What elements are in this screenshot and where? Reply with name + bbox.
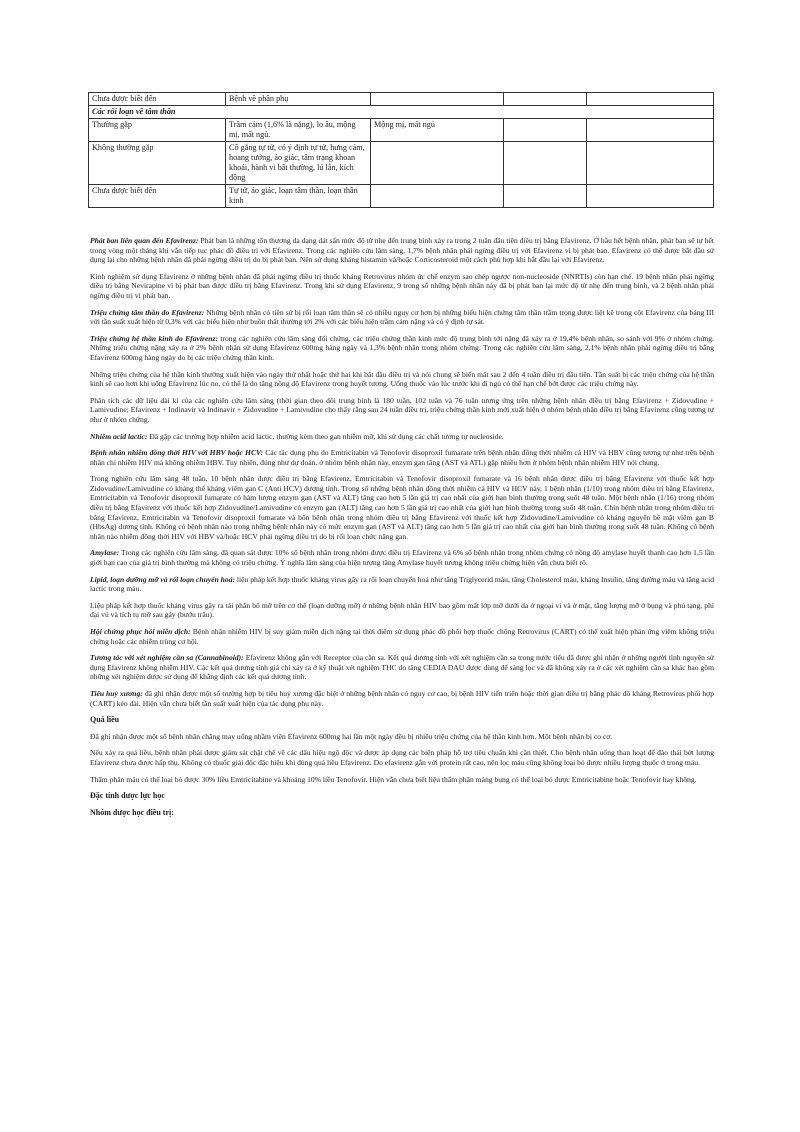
paragraph: Thẩm phân máu có thể loại bỏ được 30% liều Emtricitabine và khoảng 10% liều Tenofovir. Hiện vẫn chưa biết liệu thẩm phân màng bụng có thể loại bỏ được Emtricitabine hoặc Tenofovir hay không. [90, 774, 697, 784]
paragraph [90, 627, 714, 646]
table-cell: Thường gặp [89, 119, 226, 142]
table-cell: Chưa được biết đến [89, 93, 226, 106]
subheading-therapeutic-group: Nhóm dược học điều trị: [90, 807, 174, 817]
table-row [89, 93, 714, 106]
paragraph: Đã ghi nhận được một số bệnh nhân chẳng may uống nhầm viên Efavirenz 600mg hai lần một ngày đều bị nhiều triệu chứng của hệ thần kinh hơn. Một bệnh nhân bị co cơ. [90, 731, 613, 741]
table-section-row [89, 106, 714, 119]
table-cell [371, 142, 504, 185]
paragraph-text: Kinh nghiệm sử dụng Efavirenz ở những bệnh nhân đã phải ngừng điều trị thuốc kháng Retrovirus nhóm ức chế enzym sao chép ngược non-nucleoside (NNRTIs) còn hạn chế. 19 bệnh nhân phải ngừng điều trị bằng Nevirapine vì bị phát ban được điều trị bằng Efavirenz. Trong khi sử dụng Efavirenz, 9 trong số những bệnh nhân này đã bị phát ban lại mức độ từ nhẹ đến trung bình, và 2 bệnh nhân phải ngừng điều trị vì phát ban. [90, 271, 714, 300]
paragraph-text: liệu pháp kết hợp thuốc kháng virus gây ra rối loạn chuyển hoá như tăng Triglycerid máu, tăng Cholesterol máu, kháng Insulin, tăng đường máu và tăng acid lactic trong máu. [90, 574, 714, 594]
table-cell [504, 119, 587, 142]
paragraph [90, 334, 714, 363]
paragraph-lead: Nhiễm acid lactic: [90, 431, 148, 441]
paragraph [90, 370, 714, 389]
body-text [90, 236, 714, 824]
paragraph-lead: Triệu chứng hệ thần kinh do Efavirenz: [90, 333, 219, 343]
paragraph-text: Các tác dụng phụ do Emtricitabin và Tenofovir disoproxil fumarate trên bệnh nhân đồng thời nhiễm cả HIV và HBV cũng tương tự như trên bệnh nhân chỉ nhiễm HIV mà không nhiễm HBV. Tuy nhiên, đúng như dự đoán, ở nhóm bệnh nhân này, enzym gan tăng (AST và ATL) gặp nhiều hơn ở nhóm bệnh nhân nhiễm HIV nói chung. [90, 448, 714, 467]
table-cell [587, 119, 714, 142]
table-cell: Cố gắng tự tử, có ý định tự tử, hưng cảm, hoang tưởng, ảo giác, tâm trạng khoan khoái, hành vi bất thường, lú lẫn, kích động [226, 142, 371, 185]
table-cell: Mộng mị, mất ngủ [371, 119, 504, 142]
paragraph [90, 308, 714, 327]
paragraph-text: Trong nghiên cứu lâm sàng 48 tuần, 10 bệnh nhân được điều trị bằng Efavirenz, Emtricitabin và Tenofovir disoproxil fumarate và 16 bệnh nhân được điều trị bằng Efavirenz với thuốc kết hợp Zidovudine/Lamivudine có kháng thể kháng viêm gan C (Anti HCV) dương tính. Trong số những bệnh nhân đồng thời nhiễm cả HIV và HCV này, 1 bệnh nhân (1/10) trong nhóm điều trị bằng Efavirenz, Emtricitabin và Tenofovir disoproxil fumarate có hàm lượng enzym gan (AST và ALT) tăng cao hơn 5 lần giá trị cao nhất của giới hạn bình thường trong suốt 48 tuần. Một bệnh nhân (1/16) trong nhóm điều trị bằng Efavirenz với thuốc kết hợp Zidovudine/Lamivudine có enzym gan (ALT) tăng cao hơn 5 lần giá trị cao nhất của giới hạn bình thường trong suốt 48 tuần. Chín bệnh nhân trong nhóm điều trị bằng Efavirenz, Emtricitabin và Tenofovir disoproxil fumarate và bốn bệnh nhân trong nhóm điều trị bằng Efavirenz với thuốc kết hợp Zidovudine/Lamivudine có kháng nguyên bề mặt viêm gan B (HbsAg) dương tính. Không có bệnh nhân nào trong những bệnh nhân này có mức enzym gan (AST và ALT) tăng cao hơn 5 lần giá trị cao nhất của giới hạn bình thường trong suốt 48 tuần. Không có bệnh nhân nào nhiễm đồng thời HIV với HBV và/hoặc HCV phải ngừng điều trị do bị rối loạn chức năng gan. [90, 474, 714, 541]
paragraph-text: Phát ban là những tổn thương da dạng dát sẩn mức độ từ nhẹ đến trung bình xảy ra trong 2 tuần đầu tiên điều trị bằng Efavirenz. Ở hầu hết bệnh nhân, phát ban sẽ tự hết trong vòng một tháng khi vẫn tiếp tục phác đồ điều trị với Efavirenz. Trong các nghiên cứu lâm sàng, 1,7% bệnh nhân phải ngừng điều trị với Efavirenz vì bị phát ban. Efavirenz có thể được bắt đầu sử dụng lại cho những bệnh nhân đã phải ngừng điều trị do bị phát ban. Nên sử dụng kháng histamin và/hoặc Corticosteroid một cách phù hợp khi bắt đầu lại với Efavirenz. [90, 236, 714, 265]
paragraph-lead: Hội chứng phục hồi miễn dịch: [90, 627, 191, 636]
section-heading-pharmacodynamics: Đặc tính dược lực học [90, 791, 165, 801]
paragraph-text: Efavirenz không gắn với Receptor của cần sa. Kết quả dương tính với xét nghiệm cần sa trong nước tiểu đã được ghi nhận ở những người tình nguyện sử dụng Efavirenz không nhiễm HIV. Các kết quả dương tính giả chỉ xảy ra ở kỹ thuật xét nghiệm THC do tăng CEDIA DAU được dùng để sàng lọc và đã không xảy ra ở các xét nghiệm cần sa khác bao gồm những xét nghiệm được sử dụng để khẳng định các kết quả dương tính. [90, 653, 715, 682]
paragraph [90, 448, 714, 467]
paragraph-lead: Tương tác với xét nghiệm cần sa (Cannabinoid): [90, 653, 244, 663]
table-row [89, 185, 714, 208]
table-cell [504, 142, 587, 185]
paragraph: Nếu xảy ra quá liều, bệnh nhân phải được giám sát chặt chẽ về các dấu hiệu ngộ độc và được áp dụng các biện pháp hỗ trợ tiêu chuẩn khi cần thiết. Cho bệnh nhân uống than hoạt để đào thải bớt lượng Efavirenz chưa được hấp thụ. Không có thuốc giải độc đặc hiệu khi dùng quá liều Efavirenz. Do efavirenz gắn với protein rất cao, nên lọc máu cũng không loại bỏ được nhiều lượng thuốc ở trong máu. [90, 748, 714, 767]
table-cell [371, 185, 504, 208]
table-cell: Không thường gặp [89, 142, 226, 185]
paragraph-text: Đã gặp các trường hợp nhiễm acid lactic, thường kèm theo gan nhiễm mỡ, khi sử dụng các chất tương tự nucleoside. [147, 431, 504, 441]
paragraph [90, 396, 714, 425]
table-cell: Tự tử, ảo giác, loạn tâm thần, loạn thần kinh [226, 185, 371, 208]
paragraph-text: Bệnh nhân nhiễm HIV bị suy giảm miễn dịch nặng tại thời điểm sử dụng phác đồ phối hợp thuốc chống Retrovirus (CART) có thể xuất hiện phản ứng viêm không triệu chứng hoặc các nhiễm trùng cơ hội. [90, 627, 714, 646]
paragraph-lead: Triệu chứng tâm thần do Efavirenz: [90, 307, 205, 317]
section-heading-overdose: Quá liều [90, 715, 120, 725]
table-cell: Chưa được biết đến [89, 185, 226, 208]
table-cell: Bệnh về phân phụ [226, 93, 371, 106]
paragraph-lead: Amylase: [90, 548, 120, 558]
paragraph [90, 474, 714, 541]
paragraph-text: Những triệu chứng của hệ thần kinh thường xuất hiện vào ngày thứ nhất hoặc thứ hai khi bắt đầu điều trị và nói chung sẽ biến mất sau 2 đến 4 tuần điều trị đầu tiên. Tần suất bị các triệu chứng của hệ thần kinh sẽ cao hơn khi uống Efavirenz lúc no, có thể là do tăng nồng độ Efavirenz trong huyết tương. Uống thuốc vào lúc trước khi đi ngủ có thể hạn chế bớt được các triệu chứng này. [90, 369, 714, 389]
paragraph [90, 272, 714, 301]
table-section-title: Các rối loạn về tâm thần [89, 106, 714, 119]
table-cell [504, 93, 587, 106]
paragraph-text: trong các nghiên cứu lâm sàng đối chứng, các triệu chứng thần kinh mức độ trung bình tới nặng đã xảy ra ở 19,4% bệnh nhân, so sánh với 9% ở nhóm chứng. Những triệu chứng nặng xảy ra ở 2% bệnh nhân sử dụng Efavirenz 600mg hàng ngày và 1,3% bệnh nhân trong nhóm chứng. Trong các nghiên cứu lâm sàng, 2,1% bệnh nhân phải ngừng điều trị bằng Efavirenz 600mg hàng ngày do bị các triệu chứng thần kinh. [90, 333, 715, 362]
paragraph-text: Liệu pháp kết hợp thuốc kháng virus gây ra tái phân bố mỡ trên cơ thể (loạn dưỡng mỡ) ở những bệnh nhân HIV bao gồm mất lớp mỡ dưới da ở ngoại vi và ở mặt, tăng lượng mỡ ở bụng và phủ tạng, phì đại vú và tích tụ mỡ sau gáy (bướu trâu). [90, 600, 714, 620]
paragraph [90, 236, 714, 265]
table-row [89, 119, 714, 142]
paragraph [90, 689, 714, 708]
paragraph-text: Những bệnh nhân có tiền sử bị rối loạn tâm thần sẽ có nhiều nguy cơ hơn bị những biểu hiện chứng tâm thần trầm trọng được liệt kê trong cột Efavirenz của bảng III với tần suất xuất hiện từ 0,3% với các biểu hiện như buồn thất thường tới 2% với các biểu hiện trầm cảm nặng và có ý định tự sát. [90, 307, 714, 327]
table-cell: Trầm cảm (1,6% là nặng), lo âu, mộng mị, mất ngủ. [226, 119, 371, 142]
paragraph-text: Phân tích các dữ liệu dài kì của các nghiên cứu lâm sàng (thời gian theo dõi trung bình là 180 tuần, 102 tuần và 76 tuần tương ứng trên những bệnh nhân điều trị bằng Efavirenz + Zidovudine + Lamivudine; Efavirenz + Indinavir và Indinavir + Zidovudine + Lamivudine cho thấy rằng sau 24 tuần điều trị, triệu chứng thần kinh mới xuất hiện ở nhóm bệnh nhân điều trị bằng Efavirenz cũng tương tự như ở nhóm chứng. [90, 395, 714, 424]
paragraph-lead: Bệnh nhân nhiễm đồng thời HIV với HBV hoặc HCV: [90, 448, 264, 458]
paragraph-text: Trong các nghiên cứu lâm sàng, đã quan sát được 10% số bệnh nhân trong nhóm được điều trị Efavirenz và 6% số bệnh nhân trong nhóm chứng có nồng độ amylase huyết thanh cao hơn 1,5 lần giới hạn cao của giá trị bình thường mà không có triệu chứng. Ý nghĩa lâm sàng của hiện tượng tăng Amylase huyết tương không triệu chứng hiện vẫn chưa biết rõ. [90, 548, 714, 568]
adverse-effects-table [88, 92, 714, 208]
table-cell [587, 185, 714, 208]
paragraph-lead: Tiêu huỷ xương: [90, 688, 143, 698]
paragraph [90, 548, 714, 567]
paragraph-text: đã ghi nhận được một số trường hợp bị tiêu huỷ xương đặc biệt ở những bệnh nhân có nguy cơ cao, bị bệnh HIV tiến triển hoặc thời gian điều trị bằng phác đồ kháng Retrovirus phối hợp (CART) kéo dài. Hiện vẫn chưa biết tần suất xuất hiện của tác dụng phụ này. [90, 688, 714, 708]
table-cell [504, 185, 587, 208]
paragraph [90, 575, 714, 594]
table-cell [371, 93, 504, 106]
paragraph [90, 653, 714, 682]
table-row [89, 142, 714, 185]
table-cell [587, 93, 714, 106]
paragraph-lead: Lipid, loạn dưỡng mỡ và rối loạn chuyển hoá: [90, 574, 236, 584]
paragraph [90, 432, 714, 442]
paragraph [90, 601, 714, 620]
paragraph-lead: Phát ban liên quan đến Efavirenz: [90, 236, 199, 245]
table-cell [587, 142, 714, 185]
